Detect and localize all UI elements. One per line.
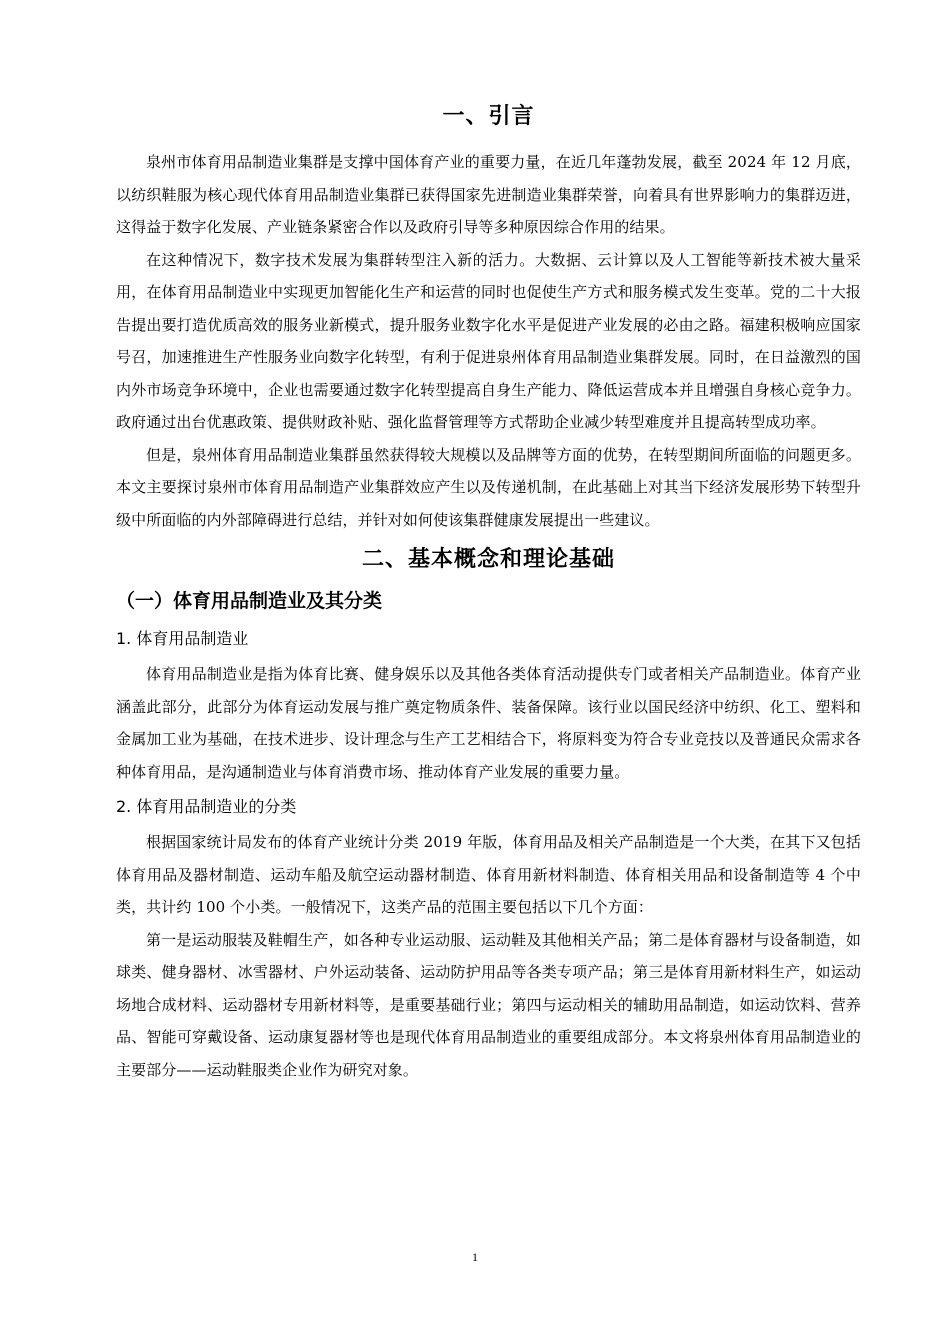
section-title-concepts: 二、基本概念和理论基础 (361, 547, 615, 572)
item-heading-1: 1. 体育用品制造业 (116, 629, 249, 648)
item-1-paragraph-1: 体育用品制造业是指为体育比赛、健身娱乐以及其他各类体育活动提供专门或者相关产品制造业。体育产业涵盖此部分，此部分为体育运动发展与推广奠定物质条件、装备保障。该行业以国民经济中纺织、化工、塑料和金属加工业为基础，在技术进步、设计理念与生产工艺相结合下，将原料变为符合专业竞技以及普通民众需求各种体育用品，是沟通制造业与体育消费市场、推动体育产业发展的重要力量。 (116, 665, 861, 781)
page-content (116, 96, 861, 1086)
intro-paragraph-2: 在这种情况下，数字技术发展为集群转型注入新的活力。大数据、云计算以及人工智能等新技术被大量采用，在体育用品制造业中实现更加智能化生产和运营的同时也促使生产方式和服务模式发生变革。党的二十大报告提出要打造优质高效的服务业新模式，提升服务业数字化水平是促进产业发展的必由之路。福建积极响应国家号召，加速推进生产性服务业向数字化转型，有利于促进泉州体育用品制造业集群发展。同时，在日益激烈的国内外市场竞争环境中，企业也需要通过数字化转型提高自身生产能力、降低运营成本并且增强自身核心竞争力。政府通过出台优惠政策、提供财政补贴、强化监督管理等方式帮助企业减少转型难度并且提高转型成功率。 (116, 250, 861, 431)
item-2-paragraph-1: 根据国家统计局发布的体育产业统计分类 2019 年版，体育用品及相关产品制造是一个大类，在其下又包括体育用品及器材制造、运动车船及航空运动器材制造、体育用新材料制造、体育相关用品和设备制造等 4 个中类，共计约 100 个小类。一般情况下，这类产品的范围主要包括以下几个方面： (116, 833, 861, 916)
intro-paragraph-3: 但是，泉州体育用品制造业集群虽然获得较大规模以及品牌等方面的优势，在转型期间所面临的问题更多。本文主要探讨泉州市体育用品制造产业集群效应产生以及传递机制，在此基础上对其当下经济发展形势下转型升级中所面临的内外部障碍进行总结，并针对如何使该集群健康发展提出一些建议。 (116, 445, 861, 529)
item-heading-2: 2. 体育用品制造业的分类 (116, 797, 297, 816)
page-number: 1 (472, 1250, 478, 1264)
item-2-paragraph-2: 第一是运动服装及鞋帽生产，如各种专业运动服、运动鞋及其他相关产品；第二是体育器材与设备制造，如球类、健身器材、冰雪器材、户外运动装备、运动防护用品等各类专项产品；第三是体育用新材料生产，如运动场地合成材料、运动器材专用新材料等，是重要基础行业；第四与运动相关的辅助用品制造，如运动饮料、营养品、智能可穿戴设备、运动康复器材等也是现代体育用品制造业的重要组成部分。本文将泉州体育用品制造业的主要部分——运动鞋服类企业作为研究对象。 (116, 930, 861, 1079)
section-title-intro: 一、引言 (442, 104, 535, 129)
subsection-title: （一）体育用品制造业及其分类 (116, 590, 383, 612)
intro-paragraph-1: 泉州市体育用品制造业集群是支撑中国体育产业的重要力量，在近几年蓬勃发展，截至 2024 年 12 月底，以纺织鞋服为核心现代体育用品制造业集群已获得国家先进制造业集群荣誉，向着具有世界影响力的集群迈进，这得益于数字化发展、产业链条紧密合作以及政府引导等多种原因综合作用的结果。 (116, 153, 861, 236)
